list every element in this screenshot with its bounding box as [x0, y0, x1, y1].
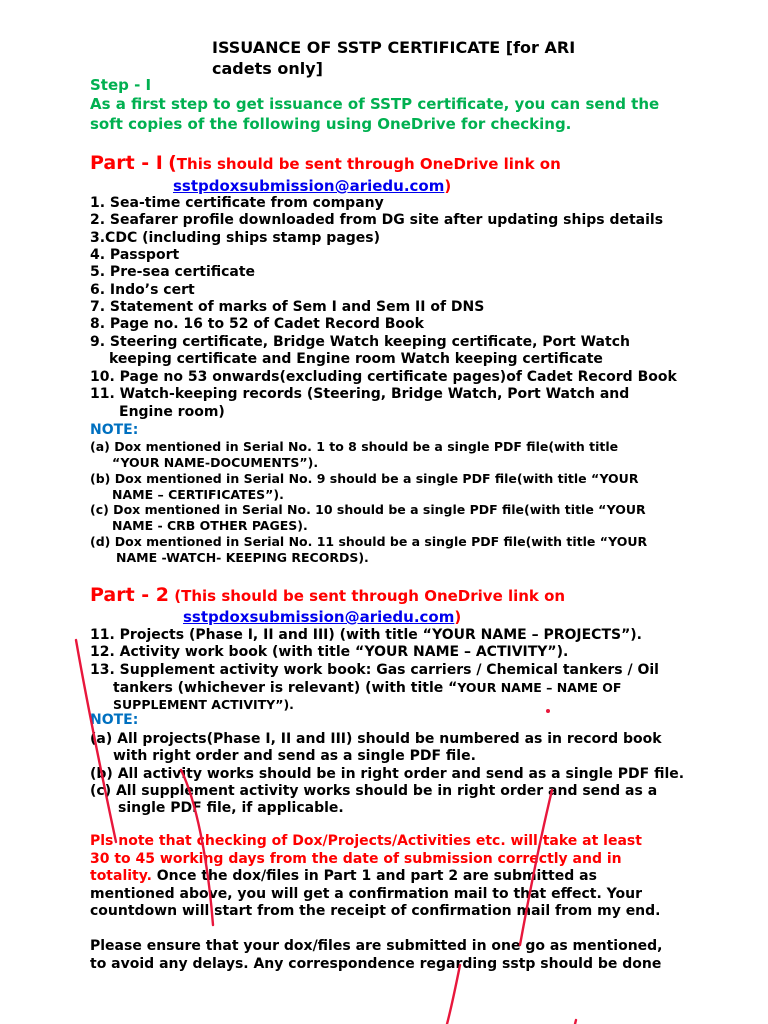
part2-note-label: NOTE: — [90, 712, 139, 728]
part1-item: 7. Statement of marks of Sem I and Sem II of DNS — [90, 299, 485, 315]
part2-email-link[interactable]: sstpdoxsubmission@ariedu.com — [183, 608, 455, 626]
part1-note: (c) Dox mentioned in Serial No. 10 should be a single PDF file(with title “YOUR — [90, 502, 646, 517]
part2-open-paren: ( — [174, 587, 182, 605]
pen-stroke — [575, 1020, 576, 1024]
part1-item: 11. Watch-keeping records (Steering, Bridge Watch, Port Watch and — [90, 386, 630, 402]
part1-item: 6. Indo’s cert — [90, 282, 195, 298]
part1-item-continued: Engine room) — [119, 404, 225, 420]
part2-item-text: tankers (whichever is relevant) (with title “ — [113, 680, 458, 696]
part2-item: 13. Supplement activity work book: Gas carriers / Chemical tankers / Oil — [90, 662, 659, 678]
countdown-line: countdown will start from the receipt of confirmation mail from my end. — [90, 903, 661, 919]
part2-item: 12. Activity work book (with title “YOUR NAME – ACTIVITY”). — [90, 644, 569, 660]
part1-instruction: This should be sent through OneDrive link on — [176, 155, 561, 173]
part1-note-continued: NAME – CERTIFICATES”). — [112, 487, 284, 502]
step-text-line-2: soft copies of the following using OneDrive for checking. — [90, 115, 572, 133]
pen-stroke — [181, 770, 213, 925]
part2-item-continued: SUPPLEMENT ACTIVITY”). — [113, 697, 294, 712]
part1-item: 8. Page no. 16 to 52 of Cadet Record Book — [90, 316, 424, 332]
document-title-line-1: ISSUANCE OF SSTP CERTIFICATE [for ARI — [212, 38, 576, 57]
submission-instruction-line-1: Please ensure that your dox/files are submitted in one go as mentioned, — [90, 938, 663, 954]
part1-item: 4. Passport — [90, 247, 180, 263]
part1-item-continued: keeping certificate and Engine room Watch keeping certificate — [109, 351, 603, 367]
part1-note-continued: NAME - CRB OTHER PAGES). — [112, 518, 308, 533]
confirmation-text: Once the dox/files in Part 1 and part 2 are submitted as — [151, 868, 597, 884]
part2-note: (c) All supplement activity works should be in right order and send as a — [90, 783, 658, 799]
part2-heading: Part - 2 — [90, 584, 170, 606]
timeline-notice-line-1: Pls note that checking of Dox/Projects/Activities etc. will take at least — [90, 833, 642, 849]
part2-note: (a) All projects(Phase I, II and III) should be numbered as in record book — [90, 731, 662, 747]
timeline-notice-end: totality. — [90, 868, 152, 884]
part2-note-continued: with right order and send as a single PDF file. — [113, 748, 476, 764]
part1-note: (a) Dox mentioned in Serial No. 1 to 8 should be a single PDF file(with title — [90, 439, 619, 454]
part1-heading: Part - I — [90, 152, 163, 174]
step-label: Step - I — [90, 76, 152, 94]
part2-item-title: YOUR NAME – NAME OF — [457, 680, 622, 695]
timeline-notice-line-2: 30 to 45 working days from the date of submission correctly and in — [90, 851, 622, 867]
part1-item: 1. Sea-time certificate from company — [90, 195, 384, 211]
step-text-line-1: As a first step to get issuance of SSTP certificate, you can send the — [90, 95, 660, 113]
document-title-line-2: cadets only] — [212, 59, 323, 78]
pen-stroke — [447, 965, 460, 1024]
part2-close-paren: ) — [454, 608, 462, 626]
confirmation-line: mentioned above, you will get a confirmation mail to that effect. Your — [90, 886, 642, 902]
pen-dot — [546, 709, 550, 713]
part1-item: 2. Seafarer profile downloaded from DG site after updating ships details — [90, 212, 664, 228]
part1-note: (d) Dox mentioned in Serial No. 11 should be a single PDF file(with title “YOUR — [90, 534, 648, 549]
part1-item: 3.CDC (including ships stamp pages) — [90, 230, 381, 246]
pen-stroke — [520, 790, 552, 945]
part1-item: 5. Pre-sea certificate — [90, 264, 256, 280]
part1-note-label: NOTE: — [90, 422, 139, 438]
part2-instruction: This should be sent through OneDrive link on — [181, 587, 566, 605]
part1-item: 10. Page no 53 onwards(excluding certificate pages)of Cadet Record Book — [90, 369, 677, 385]
part1-close-paren: ) — [444, 177, 452, 195]
part1-note-continued: “YOUR NAME-DOCUMENTS”). — [112, 455, 319, 470]
part2-item: 11. Projects (Phase I, II and III) (with title “YOUR NAME – PROJECTS”). — [90, 627, 643, 643]
submission-instruction-line-2: to avoid any delays. Any correspondence regarding sstp should be done — [90, 956, 662, 972]
part1-email-link[interactable]: sstpdoxsubmission@ariedu.com — [173, 177, 445, 195]
part1-open-paren: ( — [168, 152, 177, 174]
part2-note: (b) All activity works should be in right order and send as a single PDF file. — [90, 766, 685, 782]
part1-note: (b) Dox mentioned in Serial No. 9 should be a single PDF file(with title “YOUR — [90, 471, 639, 486]
part1-note-continued: NAME -WATCH- KEEPING RECORDS). — [116, 550, 369, 565]
part2-note-continued: single PDF file, if applicable. — [118, 800, 344, 816]
part1-item: 9. Steering certificate, Bridge Watch keeping certificate, Port Watch — [90, 334, 630, 350]
pen-stroke — [76, 640, 116, 842]
